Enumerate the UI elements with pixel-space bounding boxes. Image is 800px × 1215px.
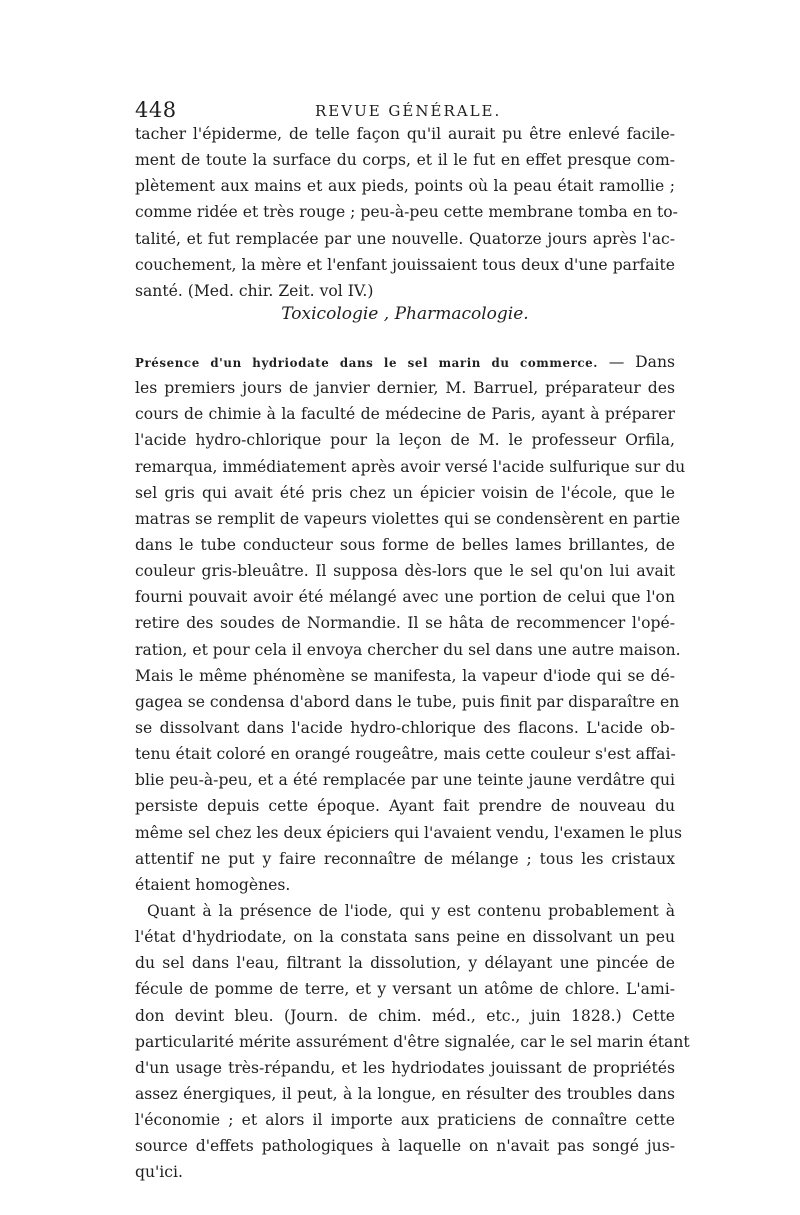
text-line: remarqua, immédiatement après avoir versé l'acide sulfurique sur du <box>135 457 686 476</box>
text-line: blie peu-à-peu, et a été remplacée par une teinte jaune verdâtre qui <box>135 771 675 790</box>
text-line: santé. (Med. chir. Zeit. vol IV.) <box>135 281 374 300</box>
text-line: matras se remplit de vapeurs violettes qui se condensèrent en partie <box>135 509 681 528</box>
text-line: attentif ne put y faire reconnaître de mélange ; tous les cristaux <box>135 849 675 868</box>
text-line: talité, et fut remplacée par une nouvelle. Quatorze jours après l'ac- <box>135 229 675 248</box>
text-line: plètement aux mains et aux pieds, points où la peau était ramollie ; <box>135 177 675 196</box>
text-line: ment de toute la surface du corps, et il le fut en effet presque com- <box>135 151 675 170</box>
paragraph-1 <box>135 375 686 898</box>
text-line: couchement, la mère et l'enfant jouissaient tous deux d'une parfaite <box>135 255 675 274</box>
text-line: les premiers jours de janvier dernier, M. Barruel, préparateur des <box>135 379 675 398</box>
text-line: même sel chez les deux épiciers qui l'avaient vendu, l'examen le plus <box>135 823 683 842</box>
text-line: fécule de pomme de terre, et y versant un atôme de chlore. L'ami- <box>135 980 675 999</box>
text-line: qu'ici. <box>135 1163 183 1182</box>
text-line: d'un usage très-répandu, et les hydriodates jouissant de propriétés <box>135 1058 675 1077</box>
text-line: étaient homogènes. <box>135 875 291 894</box>
section-heading: Toxicologie , Pharmacologie. <box>281 304 529 324</box>
text-line: tenu était coloré en orangé rougeâtre, mais cette couleur s'est affai- <box>135 745 676 764</box>
text-line: don devint bleu. (Journ. de chim. méd., etc., juin 1828.) Cette <box>135 1006 675 1025</box>
title-dash: — <box>598 353 636 371</box>
text-line: l'économie ; et alors il importe aux praticiens de connaître cette <box>135 1111 675 1130</box>
first-line-rest: Dans <box>635 353 676 371</box>
running-head: REVUE GÉNÉRALE. <box>315 102 502 120</box>
paragraph-2 <box>135 898 690 1186</box>
text-line: gagea se condensa d'abord dans le tube, puis finit par disparaître en <box>135 692 680 711</box>
article-first-line <box>135 349 675 375</box>
text-line: couleur gris-bleuâtre. Il supposa dès-lors que le sel qu'on lui avait <box>135 562 675 581</box>
text-line: particularité mérite assurément d'être signalée, car le sel marin étant <box>135 1032 690 1051</box>
text-line: se dissolvant dans l'acide hydro-chlorique des flacons. L'acide ob- <box>135 718 675 737</box>
text-line: ration, et pour cela il envoya chercher du sel dans une autre maison. <box>135 640 681 659</box>
text-line: dans le tube conducteur sous forme de belles lames brillantes, de <box>135 535 675 554</box>
text-line: fourni pouvait avoir été mélangé avec une portion de celui que l'on <box>135 588 675 607</box>
text-line: Mais le même phénomène se manifesta, la vapeur d'iode qui se dé- <box>135 666 675 685</box>
page-number: 448 <box>135 98 177 122</box>
article-body <box>135 349 690 1186</box>
text-line: Quant à la présence de l'iode, qui y est contenu probablement à <box>147 901 675 920</box>
text-line: du sel dans l'eau, filtrant la dissolution, y délayant une pincée de <box>135 954 675 973</box>
continuation-paragraph <box>135 121 678 304</box>
text-line: cours de chimie à la faculté de médecine de Paris, ayant à préparer <box>135 405 675 424</box>
text-line: source d'effets pathologiques à laquelle on n'avait pas songé jus- <box>135 1137 675 1156</box>
text-line: comme ridée et très rouge ; peu-à-peu cette membrane tomba en to- <box>135 203 678 222</box>
text-line: persiste depuis cette époque. Ayant fait prendre de nouveau du <box>135 797 675 816</box>
text-line: l'état d'hydriodate, on la constata sans peine en dissolvant un peu <box>135 928 675 947</box>
text-line: tacher l'épiderme, de telle façon qu'il aurait pu être enlevé facile- <box>135 125 675 143</box>
text-line: sel gris qui avait été pris chez un épicier voisin de l'école, que le <box>135 483 675 502</box>
article-title: Présence d'un hydriodate dans le sel marin du commerce. <box>135 356 598 370</box>
text-line: assez énergiques, il peut, à la longue, en résulter des troubles dans <box>135 1084 675 1103</box>
text-line: retire des soudes de Normandie. Il se hâta de recommencer l'opé- <box>135 614 675 633</box>
text-line: l'acide hydro-chlorique pour la leçon de M. le professeur Orfila, <box>135 431 675 450</box>
